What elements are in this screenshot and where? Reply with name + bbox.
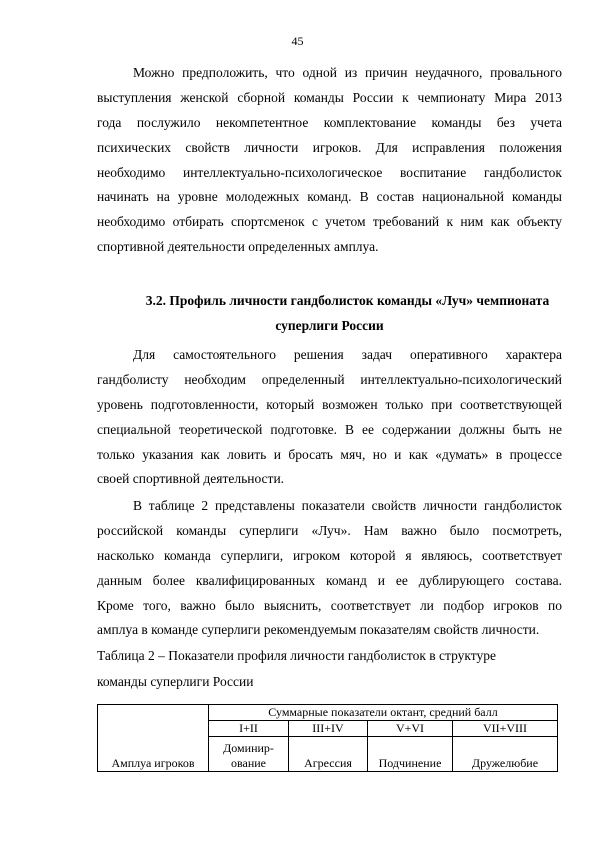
text-line: необходимо интеллектуально-психологическое воспитание гандболисток <box>97 164 562 180</box>
text-line: насколько команда суперлиги, игроком которой я являюсь, соответствует <box>97 547 562 563</box>
octant-header-cell: V+VI <box>368 721 453 737</box>
row-header-cell: Амплуа игроков <box>98 705 209 772</box>
text-line: данным более квалифицированных команд и ее дублирующего состава. <box>97 572 562 588</box>
page-number: 45 <box>291 34 304 48</box>
table-caption-line-1: Таблица 2 – Показатели профиля личности гандболисток в структуре <box>97 648 497 663</box>
text-line: российской команды суперлиги «Луч». Нам важно было посмотреть, <box>97 522 562 538</box>
text-line: своей спортивной деятельности. <box>97 471 285 487</box>
text-line: только указания как ловить и бросать мяч, но и как «думать» в процессе <box>97 446 562 462</box>
text-line: Для самостоятельного решения задач оперативного характера <box>133 347 562 362</box>
text-line: Кроме того, важно было выяснить, соответствует ли подбор игроков по <box>97 597 562 613</box>
table-row <box>98 705 558 721</box>
trait-header-cell: Подчинение <box>368 737 453 772</box>
text-line: выступления женской сборной команды России к чемпионату Мира 2013 <box>97 89 562 105</box>
text-line: В таблице 2 представлены показатели свойств личности гандболисток <box>133 498 562 513</box>
text-line: спортивной деятельности определенных амплуа. <box>97 239 379 255</box>
paragraph-2 <box>97 343 562 492</box>
octant-header-cell: III+IV <box>289 721 368 737</box>
group-header-cell: Суммарные показатели октант, средний балл <box>209 705 558 721</box>
trait-header-cell: Доминир-ование <box>209 737 289 772</box>
octant-header-cell: I+II <box>209 721 289 737</box>
section-heading-line-1: 3.2. Профиль личности гандболисток команды «Луч» чемпионата <box>145 293 550 308</box>
text-line: года послужило некомпетентное комплектование команды без учета <box>97 114 562 130</box>
text-line: специальной теоретической подготовке. В ее содержании должны быть не <box>97 421 562 437</box>
paragraph-1 <box>97 61 562 260</box>
text-line: начинать на уровне молодежных команд. В состав национальной команды <box>97 189 562 205</box>
octant-header-cell: VII+VIII <box>453 721 558 737</box>
text-line: амплуа в команде суперлиги рекомендуемым показателям свойств личности. <box>97 622 540 638</box>
personality-profile-table <box>97 704 558 772</box>
text-line: психических свойств личности игроков. Для исправления положения <box>97 139 562 155</box>
section-heading-line-2: суперлиги России <box>275 318 384 333</box>
text-line: Можно предположить, что одной из причин неудачного, провального <box>133 65 562 80</box>
text-line: гандболисту необходим определенный интеллектуально-психологический <box>97 371 562 387</box>
text-line: уровень подготовленности, который возможен только при соответствующей <box>97 396 562 412</box>
trait-header-cell: Дружелюбие <box>453 737 558 772</box>
table-caption-line-2: команды суперлиги России <box>97 674 254 689</box>
trait-header-cell: Агрессия <box>289 737 368 772</box>
paragraph-3 <box>97 494 562 643</box>
text-line: необходимо отбирать спортсменок с учетом требований к ним как объекту <box>97 214 562 230</box>
